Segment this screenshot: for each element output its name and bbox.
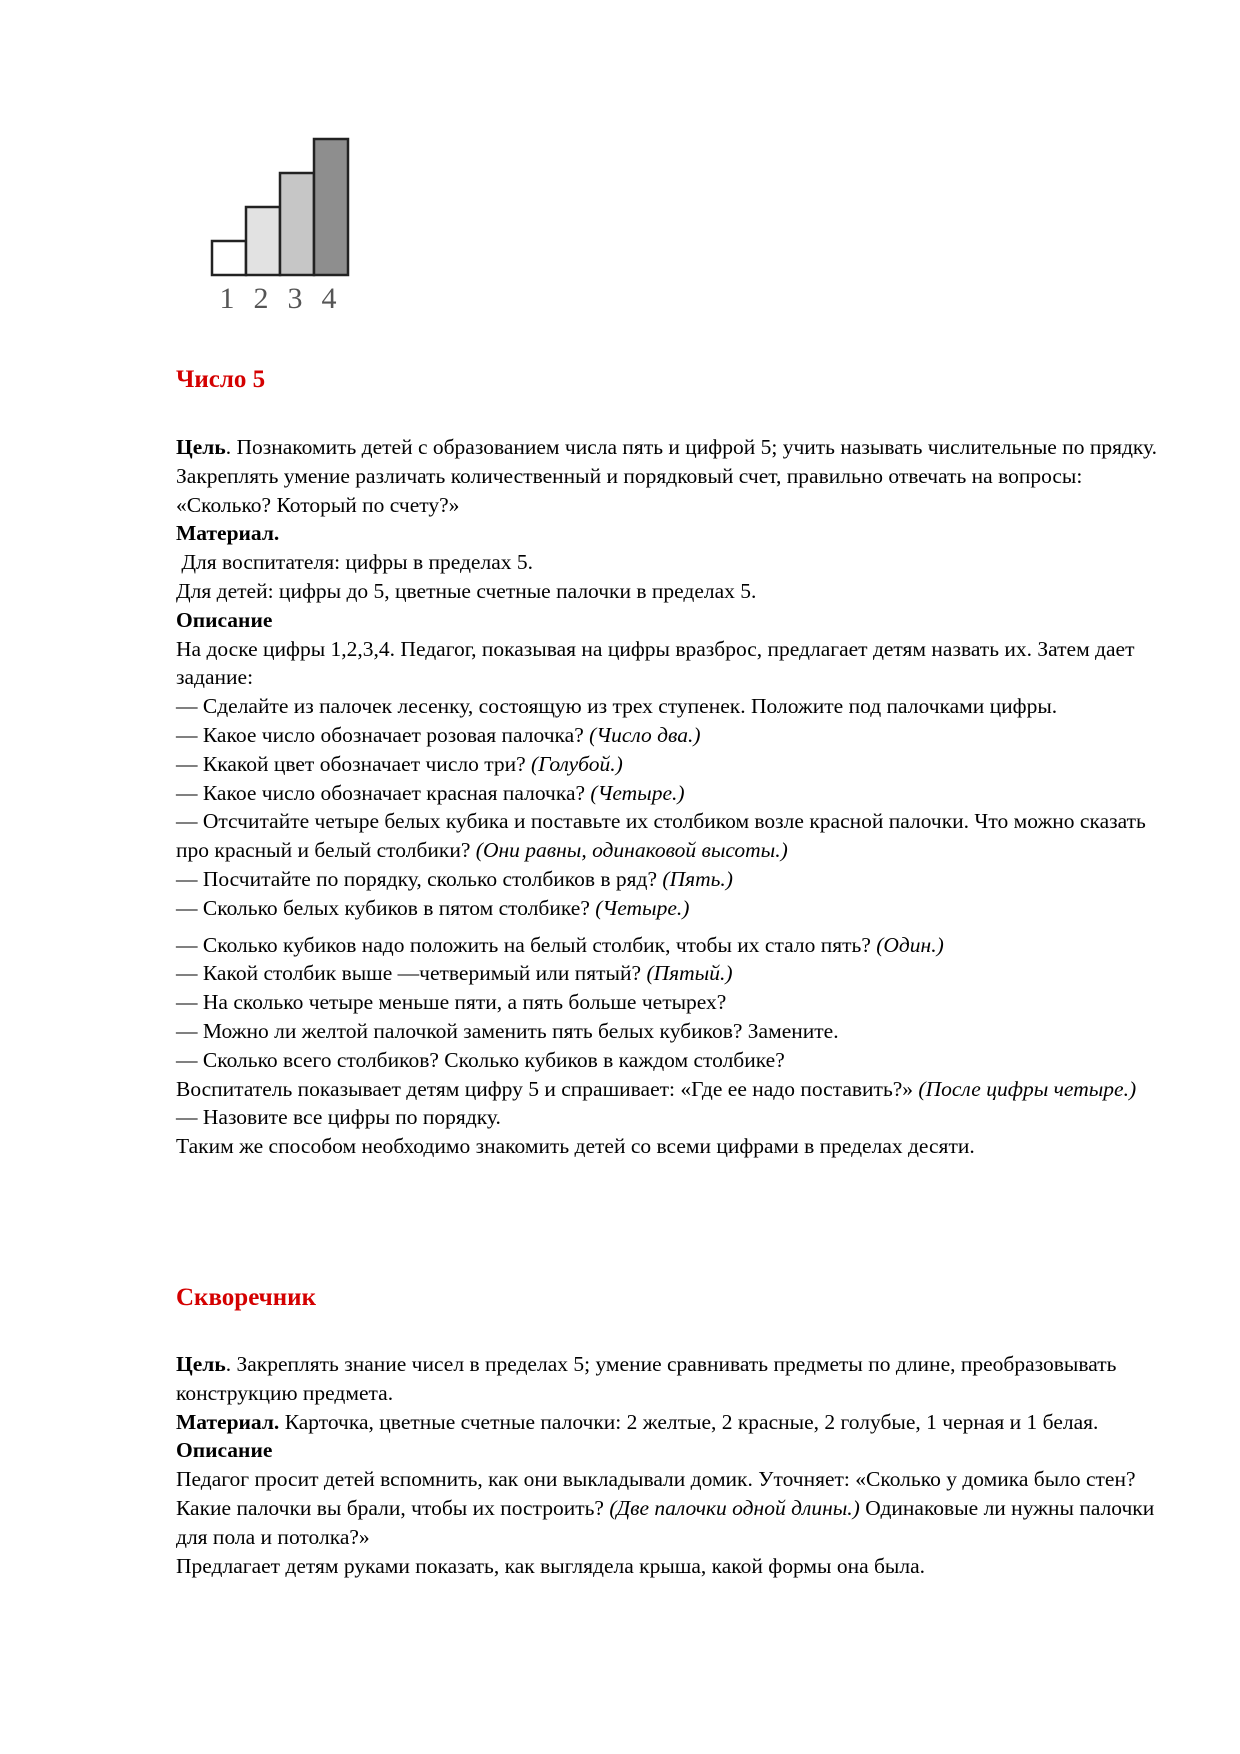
question-text: — Посчитайте по порядку, сколько столбиков в ряд?	[176, 866, 663, 891]
stair-bar-1	[212, 241, 246, 275]
stair-label-1: 1	[219, 282, 235, 315]
answer-text: (Четыре.)	[595, 895, 690, 920]
question-text: — Сколько кубиков надо положить на белый столбик, чтобы их стало пять?	[176, 932, 877, 957]
stair-bar-4	[314, 139, 348, 275]
dialog-line: — Сколько всего столбиков? Сколько кубиков в каждом столбике?	[176, 1047, 785, 1072]
answer-text: (Один.)	[876, 932, 944, 957]
description-text: Одинаковые ли нужны палочки для пола и потолка?»	[176, 1495, 1155, 1549]
material-line-1: Для воспитателя: цифры в пределах 5.	[176, 550, 533, 575]
description-para-2: — Сделайте из палочек лесенку, состоящую из трех ступенек. Положите под палочками цифры.	[176, 694, 1058, 719]
dialog-line	[176, 750, 1166, 779]
material-text: Карточка, цветные счетные палочки: 2 желтые, 2 красные, 2 голубые, 1 черная и 1 белая.	[279, 1409, 1099, 1434]
dialog-line	[176, 894, 1166, 923]
dialog-line	[176, 959, 1166, 988]
goal-text: . Закреплять знание чисел в пределах 5; умение сравнивать предметы по длине, преобразовывать конструкцию предмета.	[176, 1352, 1117, 1405]
answer-text: (Число два.)	[589, 722, 701, 747]
dialog-line	[176, 865, 1166, 894]
question-text: — Какой столбик выше —четверимый или пятый?	[176, 961, 647, 986]
material-label: Материал.	[176, 521, 280, 546]
goal-paragraph	[176, 1350, 1166, 1408]
description-para-1: На доске цифры 1,2,3,4. Педагог, показывая на цифры вразброс, предлагает детям назвать их. Затем дает задание:	[176, 636, 1135, 690]
dialog-line: — На сколько четыре меньше пяти, а пять больше четырех?	[176, 990, 727, 1015]
answer-text: (Пятый.)	[646, 961, 733, 986]
description-text: Педагог просит детей вспомнить, как они выкладывали домик. Уточняет: «Сколько у домика было стен? Какие палочки вы брали, чтобы их построить?	[176, 1467, 1136, 1520]
description-para-1	[176, 1465, 1166, 1551]
description-label: Описание	[176, 1438, 273, 1463]
material-line-2: Для детей: цифры до 5, цветные счетные палочки в пределах 5.	[176, 578, 757, 603]
dialog-line	[176, 779, 1166, 808]
stair-label-3: 3	[287, 282, 303, 315]
answer-text: (Они равны, одинаковой высоты.)	[475, 838, 788, 863]
goal-text: . Познакомить детей с образованием числа пять и цифрой 5; учить называть числительные по прядку. Закреплять умение различать количественный и порядковый счет, правильно отвечать на вопросы: «Сколько? Который по счету?»	[176, 435, 1158, 517]
question-text: — Сколько белых кубиков в пятом столбике?	[176, 895, 596, 920]
description-label: Описание	[176, 607, 273, 632]
section-title-number-5: Число 5	[176, 366, 266, 393]
goal-paragraph	[176, 433, 1166, 519]
dialog-line: — Можно ли желтой палочкой заменить пять белых кубиков? Замените.	[176, 1018, 839, 1043]
material-label: Материал.	[176, 1409, 280, 1434]
staircase-figure	[210, 125, 380, 315]
section-number-5-body	[176, 433, 1166, 1161]
section-title-birdhouse: Скворечник	[176, 1284, 316, 1311]
section-birdhouse-body	[176, 1350, 1166, 1580]
question-text: — Какое число обозначает красная палочка?	[176, 780, 591, 805]
answer-text: (Две палочки одной длины.)	[609, 1495, 860, 1520]
dialog-line	[176, 721, 1166, 750]
question-text: Воспитатель показывает детям цифру 5 и спрашивает: «Где ее надо поставить?»	[176, 1076, 919, 1101]
answer-text: (Пять.)	[662, 866, 733, 891]
description-para-2: Предлагает детям руками показать, как выглядела крыша, какой формы она была.	[176, 1553, 926, 1578]
dialog-line	[176, 1075, 1166, 1104]
stair-bar-2	[246, 207, 280, 275]
stair-label-4: 4	[321, 282, 337, 315]
goal-label: Цель	[176, 1352, 226, 1376]
question-text: — Отсчитайте четыре белых кубика и поставьте их столбиком возле красной палочки. Что можно сказать про красный и белый столбики?	[176, 809, 1146, 863]
closing-line: Таким же способом необходимо знакомить детей со всеми цифрами в пределах десяти.	[176, 1134, 975, 1159]
stair-label-2: 2	[253, 282, 269, 315]
dialog-line	[176, 807, 1166, 865]
answer-text: (Четыре.)	[590, 780, 685, 805]
stair-bar-3	[280, 173, 314, 275]
dialog-line	[176, 931, 1166, 960]
material-paragraph	[176, 1408, 1166, 1437]
question-text: — Ккакой цвет обозначает число три?	[176, 751, 532, 776]
answer-text: (Голубой.)	[531, 751, 623, 776]
goal-label: Цель	[176, 435, 226, 459]
dialog-line: — Назовите все цифры по порядку.	[176, 1105, 501, 1130]
question-text: — Какое число обозначает розовая палочка?	[176, 722, 590, 747]
answer-text: (После цифры четыре.)	[918, 1076, 1137, 1101]
